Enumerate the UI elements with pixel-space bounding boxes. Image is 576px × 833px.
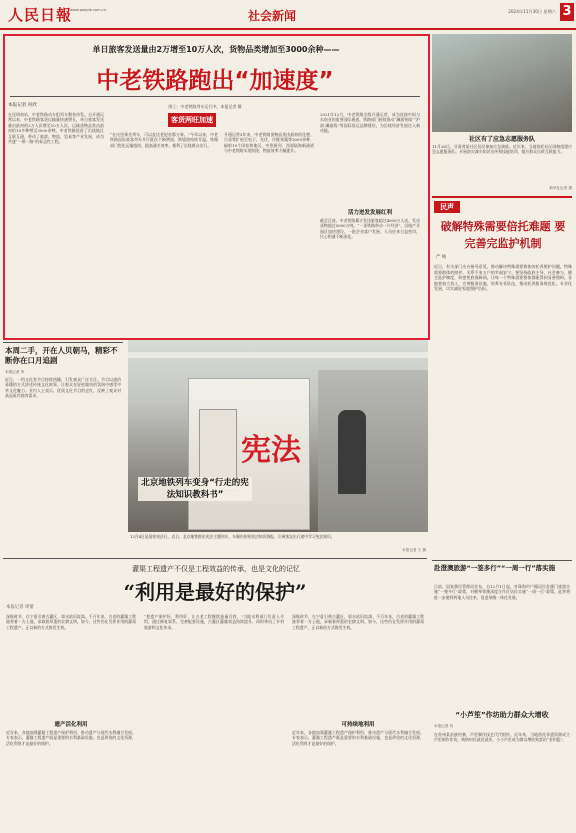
lead-tag-box: [168, 113, 216, 127]
community-photo: [432, 34, 572, 132]
lead-column-2: “在这里乘坐列车，可以直达老挝首都万象。”今年以来，中老铁路国际旅客列车开行班次不断增加，跨境游持续升温。铁路部门优化运输组织，提高通关效率，便利了沿线群众出行。: [110, 132, 218, 148]
column-tag: 民声: [434, 201, 460, 213]
feature-body-5: 近年来，各地加强灌溉工程遗产保护利用，推动遗产与现代水利融合发展。专家表示，灌溉工程遗产既是重要的水利基础设施，也是珍贵的文化资源，活化利用才是最好的保护。: [292, 730, 424, 746]
ceiling-light-strip: [128, 352, 428, 358]
feature-kicker: 灌渠工程遗产不仅是工程效益的传承，也是文化的记忆: [132, 565, 300, 573]
community-caption-body: 11月26日，甘肃省某社区居民参加应急演练。近年来，当地依托社区网格组建应急志愿服务队，开展防灾减灾知识宣传和技能培训，提升群众自救互救能力。: [432, 144, 572, 155]
issue-date: 2024年11月30日 星期六: [508, 9, 556, 14]
feature-subhead-1: 遗产活化利用: [54, 722, 88, 728]
right-bottom-rule: [432, 560, 572, 561]
feature-body-4: 深秋时节，在宁夏引黄古灌区，渠水依旧流淌。千百年来，古老的灌溉工程滋养着一方土地，承载着厚重的农耕文明。如今，这些仍在发挥作用的灌渠工程遗产，正以新的方式焕发生机。: [292, 614, 424, 630]
page-number: 3: [560, 3, 574, 21]
feature-rule: [3, 558, 427, 559]
feature-subhead-2: 可持续地利用: [341, 722, 375, 728]
lead-side-head: 活力迸发发展红利: [347, 210, 392, 216]
lead-column-1: 在昆明南站，中老铁路动车组列车整装待发。自开通运营以来，中老铁路客货运输量快速增长，单日旅客发送量由最初的2万人次增至10万人次，运输货物品类由最初的10多种增至3000余种。中老铁路促进了沿线地区互联互通，带动了旅游、物流、贸易等产业发展，成为共建“一带一路”的标志性工程。: [8, 112, 104, 145]
lead-headline: 中老铁路跑出“加速度”: [96, 68, 334, 94]
subway-caption-title: 北京地铁列车变身“行走的宪法知识教科书”: [138, 477, 252, 501]
train-constitution-graphic: 宪法: [241, 433, 301, 468]
community-credit: 新华社记者 摄: [549, 186, 572, 190]
lead-photo-caption: 图①：中老铁路列车运行中。本报记者 摄: [168, 104, 242, 109]
column-author: 严 峻: [436, 255, 447, 260]
community-caption-title: 社区有了应急志愿服务队: [468, 136, 535, 143]
lead-tag-line-1: 客货两旺: [171, 116, 199, 124]
mid-left-body: 近日，一档文化类节目持续热播，引发观众广泛关注。节目以通俗易懂的方式讲述传统文化故事，让观众在轻松愉快的氛围中感受中华文化魅力。业内人士表示，优质文化节目的走红，反映了观众对高品质内容的需求。: [5, 377, 121, 399]
train-car: [188, 378, 310, 530]
platform-wall: [318, 370, 428, 532]
mid-left-byline: 本报记者 李: [5, 370, 25, 374]
feature-body-2: 近年来，各地加强灌溉工程遗产保护利用，推动遗产与现代水利融合发展。专家表示，灌溉工程遗产既是重要的水利基础设施，也是珍贵的文化资源，活化利用才是最好的保护。: [6, 730, 136, 746]
mid-left-rule: [3, 342, 123, 343]
lead-kicker: 单日旅客发送量由2万增至10万人次，货物品类增加至3000余种——: [92, 45, 340, 54]
lead-byline: 本报记者 何欣: [8, 103, 38, 108]
masthead-url: www.people.com.cn: [70, 8, 107, 12]
lusheng-body: 在贵州某苗族村寨，芦笙制作技艺代代相传。近年来，当地依托非遗资源成立芦笙制作作坊，吸纳村民就近就业，小小芦笙成为群众增收致富的“金钥匙”。: [434, 732, 570, 743]
lusheng-byline: 本报记者 刘: [434, 724, 454, 728]
section-title: 社会新闻: [248, 9, 297, 23]
travel-body: 日前，国家移民管理局宣布，自12月1日起，对珠海市户籍居民赴澳门旅游实施“一签多行”政策，对横琴粤澳深度合作区居民实施“一周一行”政策。此举将进一步便利两地人员往来，促进琴澳一体化发展。: [434, 584, 570, 600]
lead-column-5: 截至目前，中老铁路累计发送旅客超过4000万人次，发送货物超过5000万吨。“一条铁路带动一片经济”，沿线产业园区加快建设，一批企业落户发展，人员往来日益密切，民心相通不断深化。: [320, 218, 420, 240]
newspaper-logo: 人民日報: [8, 6, 73, 24]
travel-headline: 赴澄澳旅游“一签多行”“一周一行”落实施: [434, 564, 556, 572]
feature-headline: “利用是最好的保护”: [123, 580, 307, 604]
column-body: 近日，有关部门出台指导意见，推动解决特殊需要群体的托养照护问题。特殊需要群体的照护，关系千家万户的幸福安宁。要坚持政府主导、社会参与，健全监护制度，织密兜底保障网，让每一个特殊需要群体都能得到妥善照料。各地要加大投入，完善服务设施，培养专业队伍，推动托养服务规范化、专业化发展，切实减轻家庭照护负担。: [434, 264, 572, 292]
subway-photo-credit: 本报记者 王 摄: [402, 548, 426, 552]
lead-column-4: 2021年12月，中老铁路全线开通运营，成为连接中国与东南亚的重要国际通道。铁路部门持续推动“澜湄快线”“沪滇·澜湄线”等国际货运品牌建设，为沿线经济发展注入新动能。: [320, 112, 420, 134]
lusheng-headline: “小芦笙”作坊助力群众大增收: [455, 711, 549, 719]
lead-rule: [10, 96, 420, 97]
feature-body-1: 深秋时节，在宁夏引黄古灌区，渠水依旧流淌。千百年来，古老的灌溉工程滋养着一方土地，承载着厚重的农耕文明。如今，这些仍在发挥作用的灌渠工程遗产，正以新的方式焕发生机。: [6, 614, 136, 630]
feature-body-3: “把遗产保护好、利用好，让古老工程继续造福百姓。”当地水利部门负责人介绍，通过修复渠系、完善配套设施，古灌区灌溉效益持续提升，同时带动了乡村旅游和文化传承。: [144, 614, 284, 630]
subway-photo: [128, 340, 428, 532]
passenger-figure: [338, 410, 366, 494]
feature-byline: 本报记者 周蕾: [6, 605, 34, 610]
subway-photo-caption: 12月4日是国家宪法日。近日，北京地铁推出宪法主题列车，车厢内张贴宪法知识海报，让乘客在出行途中学习宪法知识。: [130, 534, 335, 539]
mid-left-headline: 本周二手，开在人贝朝马，精彩不断你在口月追剧: [5, 346, 118, 365]
lead-tag-line-2: 加速: [199, 116, 213, 124]
lead-column-3: 开通运营3年来，中老铁路货物品类由最初的化肥、百货等扩展至电子、光伏、冷链果蔬等3000余种，辐射19个国家和地区。中欧班列、西部陆海新通道与中老铁路实现衔接，物流效率大幅提升。: [224, 132, 314, 154]
column-top-rule: [432, 196, 572, 198]
column-headline: 破解特殊需要倍托难题 要完善完监护机制: [440, 220, 566, 250]
